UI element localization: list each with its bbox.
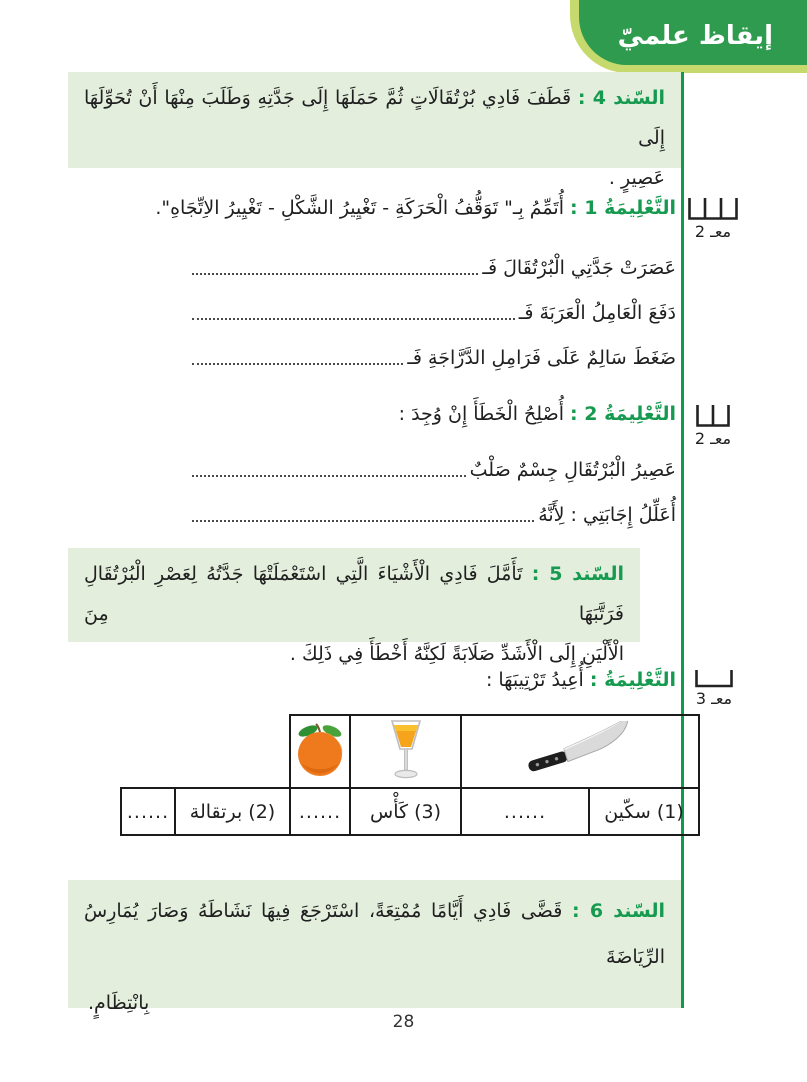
score-cells-icon <box>688 197 738 221</box>
answer-blank <box>192 520 534 522</box>
score-mark-3 <box>688 670 740 708</box>
fill-line <box>190 283 676 328</box>
answer-blank <box>192 475 466 477</box>
table-label-row <box>121 788 699 835</box>
page-header <box>579 0 807 65</box>
fill-line-text: عَصَرَتْ جَدَّتِي الْبُرْتُقَالَ فَـ <box>482 257 676 279</box>
talima3-label: التَّعْلِيمَةُ : <box>589 669 676 691</box>
sanad6-box <box>68 880 681 1014</box>
fill-line <box>190 238 676 283</box>
sanad6-line1 <box>84 888 665 980</box>
sanad5-line2: الْأَلْيَنِ إِلَى الْأَشَدِّ صَلَابَةً لَكِنَّهُ أَخْطَأَ فِي ذَلِكَ . <box>289 643 624 665</box>
sanad4-line2: عَصِيرٍ . <box>608 167 665 189</box>
answer-blank <box>192 273 478 275</box>
juice-glass-label-cell: (3) كَأْس <box>350 788 461 835</box>
score-label: معـ 3 <box>695 689 733 708</box>
sanad5-text: تَأَمَّلَ فَادِي الْأَشْيَاءَ الَّتِي اسْتَعْمَلَتْهَا جَدَّتُهُ لِعَصْرِ الْبُرْتُقَالِ فَرَتَّبَهَا مِنَ <box>84 563 624 625</box>
page-number: 28 <box>392 1012 415 1032</box>
sanad5-line1 <box>84 554 624 634</box>
answer-blank <box>192 318 515 320</box>
margin-rule <box>681 72 684 1008</box>
orange-label-cell: (2) برتقالة <box>175 788 290 835</box>
orange-image <box>291 722 349 778</box>
sanad6-line2: بِانْتِظَامٍ. <box>88 992 150 1014</box>
fill-line <box>190 485 676 530</box>
talima3-header <box>486 663 676 697</box>
fill-line-text: أُعَلِّلُ إِجَابَتِي : لِأَنَّهُ <box>538 504 676 526</box>
talima2-prompt: أُصْلِحُ الْخَطَأَ إِنْ وُجِدَ : <box>398 403 564 425</box>
answer-blank <box>192 363 403 365</box>
ranking-table <box>120 714 700 836</box>
sanad6-text: قَضَّى فَادِي أَيَّامًا مُمْتِعَةً، اسْتَرْجَعَ فِيهَا نَشَاطَهُ وَصَارَ يُمَارِسُ الرِّيَاضَةَ <box>84 900 665 968</box>
sanad4-box <box>68 72 681 189</box>
fill-line-text: ضَغَطَ سَالِمٌ عَلَى فَرَامِلِ الدَّرَّاجَةِ فَـ <box>407 347 676 369</box>
sanad4-text: قَطَفَ فَادِي بُرْتُقَالَاتٍ ثُمَّ حَمَلَهَا إِلَى جَدَّتِهِ وَطَلَبَ مِنْهَا أَنْ تُحَوِّلَهَا إِلَى <box>84 87 665 149</box>
knife-rank-blank: ...... <box>461 788 589 835</box>
sanad4-label: السّند 4 : <box>577 87 666 109</box>
talima1-items <box>190 238 676 373</box>
table-image-row <box>121 715 699 788</box>
score-cells-icon <box>696 404 730 428</box>
sanad6-label: السّند 6 : <box>571 900 665 922</box>
sanad5-box <box>68 548 640 665</box>
sanad5-label: السّند 5 : <box>531 563 625 585</box>
fill-line-text: دَفَعَ الْعَامِلُ الْعَرَبَةَ فَـ <box>518 302 676 324</box>
orange-rank-blank: ...... <box>121 788 175 835</box>
score-mark-2 <box>687 404 739 448</box>
fill-line <box>190 328 676 373</box>
orange-cell <box>290 715 350 788</box>
juice-glass-cell <box>350 715 461 788</box>
score-cells-icon <box>695 670 733 688</box>
score-label: معـ 2 <box>694 429 732 448</box>
score-label: معـ 2 <box>694 222 732 241</box>
talima2-header <box>399 397 676 431</box>
talima1-header <box>155 191 676 225</box>
score-mark-1 <box>687 197 739 241</box>
knife-label-cell: (1) سكّين <box>589 788 699 835</box>
talima2-label: التَّعْلِيمَةُ 2 : <box>570 403 676 425</box>
talima1-label: التَّعْلِيمَةُ 1 : <box>570 197 676 219</box>
knife-cell <box>461 715 699 788</box>
fill-line-text: عَصِيرُ الْبُرْتُقَالِ جِسْمٌ صَلْبٌ <box>469 459 676 481</box>
talima3-prompt: أُعِيدُ تَرْتِيبَهَا : <box>485 669 584 691</box>
talima2-items <box>190 440 676 530</box>
knife-image <box>519 721 641 779</box>
fill-line <box>190 440 676 485</box>
sanad4-line1 <box>84 78 665 158</box>
juice-glass-image <box>388 719 424 781</box>
page-title: إيقاظ علميّ <box>617 20 773 51</box>
talima1-prompt: أُتَمِّمُ بِـ" تَوَقُّفُ الْحَرَكَةِ - تَغْيِيرُ الشَّكْلِ - تَغْيِيرُ الاِتِّجَاهِ". <box>155 197 564 219</box>
juice-glass-rank-blank: ...... <box>290 788 350 835</box>
